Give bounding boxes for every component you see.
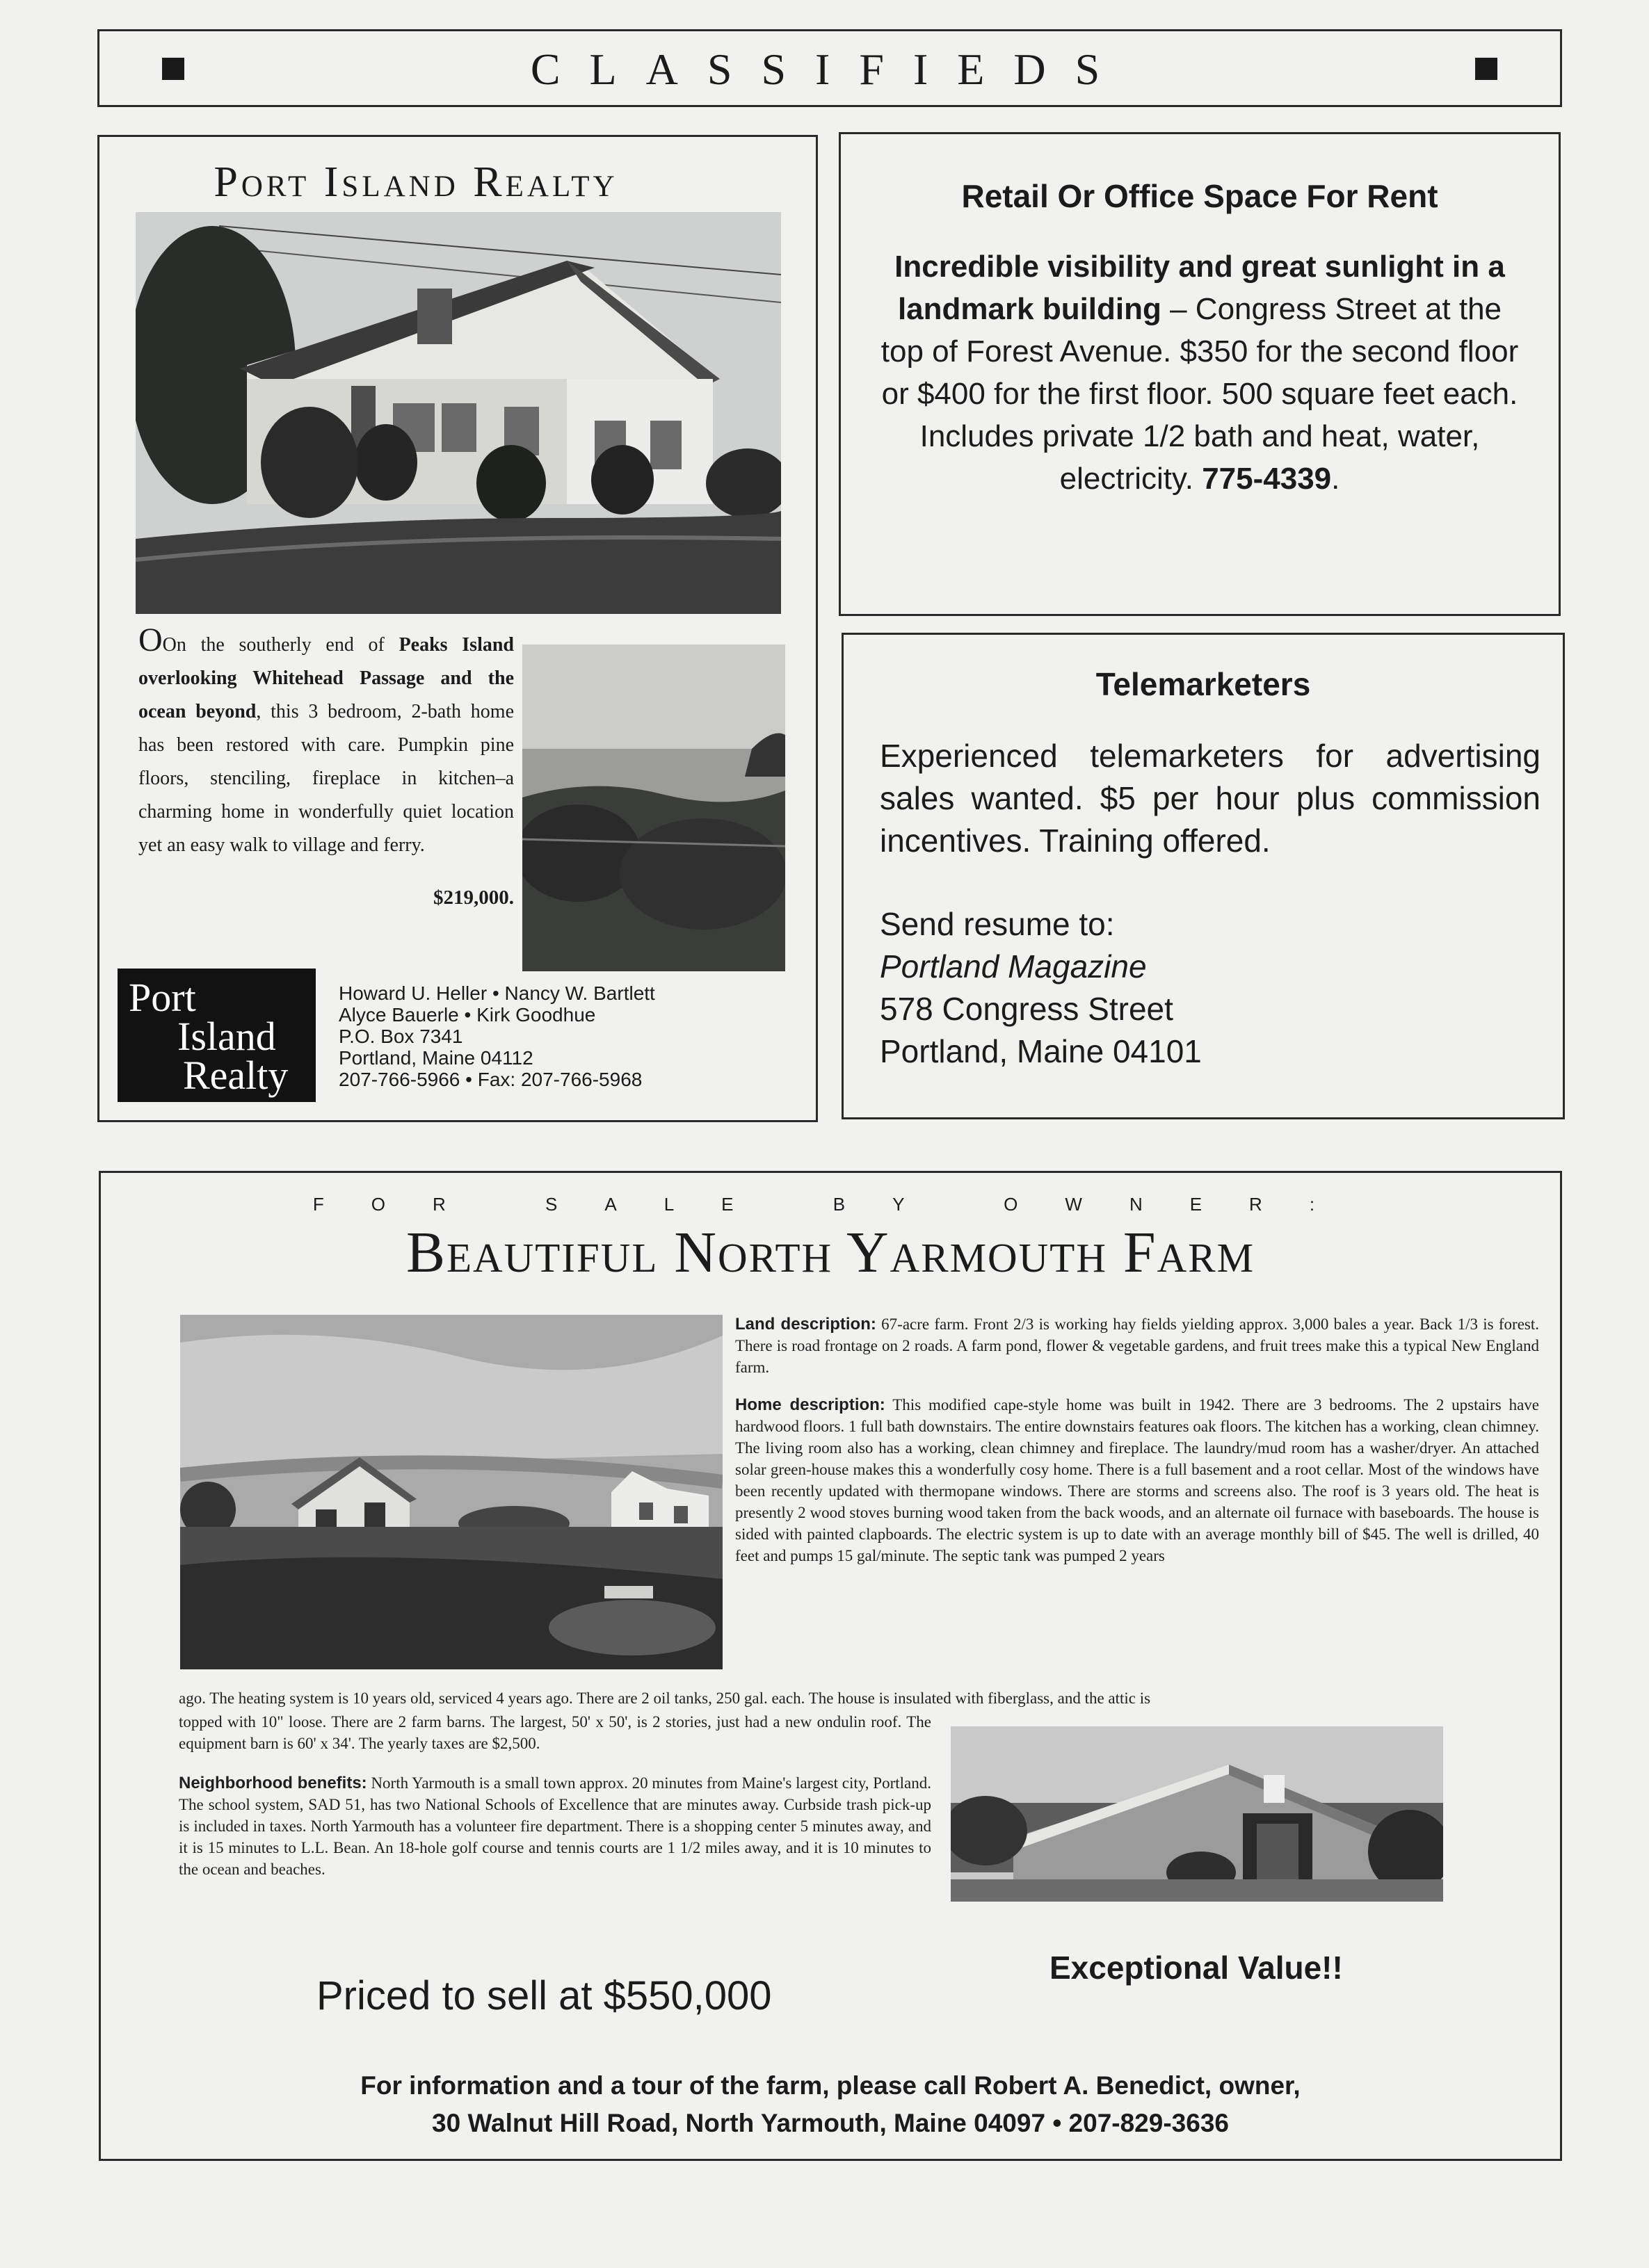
home-text-a: This modified cape-style home was built in 1942. There are 3 bedrooms. The 2 upstairs have hardwood floors. 1 full bath downstairs. The entire downstairs features oak floors. The kitchen has a working, clean chimney. The living room also has a working, clean chimney and fireplace. The laundry/mud room has a washer/dryer. An attached solar green-house makes this a wonderfully cosy home. There is a full basement and a root cellar. Most of the windows have been recently updated with thermopane windows. There are storms and screens also. The roof is 3 years old. The heat is presently 2 wood stoves burning wood taken from the back woods, and an alternate oil furnace with baseboards. The house is sided with painted clapboards. The electric system is up to date with an average monthly bill of $45. The well is drilled, 40 feet and pumps 15 gal/minute. The septic tank was pumped 2 years — [735, 1396, 1540, 1564]
description-highlight: Peaks Island overlooking Whitehead Passage and the ocean beyond — [138, 634, 514, 722]
telemarketers-ad — [842, 633, 1565, 1119]
description-part-3: , this 3 bedroom, 2-bath home has been restored with care. Pumpkin pine floors, stenciling, fireplace in kitchen–a charming home in wonderfully quiet location yet an easy walk to village and ferry. — [138, 701, 514, 856]
listing-price: $219,000. — [433, 886, 514, 909]
exceptional-value: Exceptional Value!! — [1049, 1950, 1343, 1986]
retail-headline: Incredible visibility and great sunlight in a landmark building — [894, 250, 1505, 326]
land-text: 67-acre farm. Front 2/3 is working hay fields yielding approx. 3,000 bales a year. Back 1/3 is forest. There is road frontage on 2 roads. A farm pond, flower & vegetable gardens, and fruit trees make this a typical New England farm. — [735, 1315, 1539, 1376]
contact-line: Howard U. Heller • Nancy W. Bartlett — [339, 982, 655, 1004]
contact-line: Alyce Bauerle • Kirk Goodhue — [339, 1004, 596, 1026]
logo-line-2: Island — [177, 1014, 276, 1059]
port-island-realty-ad — [97, 135, 818, 1122]
street-address: 578 Congress Street — [880, 991, 1173, 1027]
agent-contacts — [339, 982, 728, 1090]
retail-body — [876, 245, 1524, 500]
contact-line-2: 30 Walnut Hill Road, North Yarmouth, Maine 04097 • 207-829-3636 — [432, 2109, 1229, 2137]
city-address: Portland, Maine 04101 — [880, 1033, 1202, 1069]
for-sale-by-owner: FOR SALE BY OWNER: — [312, 1194, 1362, 1215]
magazine-name: Portland Magazine — [880, 948, 1147, 985]
drop-cap: O — [138, 622, 163, 658]
resume-address — [880, 903, 1202, 1073]
home-description — [735, 1394, 1539, 1566]
telemarketers-body: Experienced telemarketers for advertising sales wanted. $5 per hour plus commission incentives. Training offered. — [880, 738, 1541, 859]
port-island-realty-logo — [118, 969, 316, 1102]
farm-photo — [180, 1315, 723, 1669]
barn-photo — [951, 1726, 1443, 1902]
ad-title: Port Island Realty — [214, 159, 618, 206]
neighborhood-label: Neighborhood benefits: — [179, 1774, 367, 1792]
land-description — [735, 1313, 1539, 1378]
farm-price: Priced to sell at $550,000 — [316, 1973, 772, 2018]
contact-line: 207-766-5966 • Fax: 207-766-5968 — [339, 1069, 643, 1090]
contact-line: P.O. Box 7341 — [339, 1026, 463, 1047]
home-description-continued: ago. The heating system is 10 years old, serviced 4 years ago. There are 2 oil tanks, 250 gal. each. The house is insulated with fiberglass, and the attic is — [179, 1690, 1151, 1707]
land-label: Land description: — [735, 1315, 876, 1334]
telemarketers-title: Telemarketers — [1095, 666, 1311, 702]
logo-line-1: Port — [129, 975, 196, 1020]
retail-end: . — [1331, 462, 1340, 496]
retail-title: Retail Or Office Space For Rent — [961, 178, 1438, 214]
send-label: Send resume to: — [880, 906, 1115, 942]
retail-description: – Congress Street at the top of Forest Avenue. $350 for the second floor or $400 for the first floor. 500 square feet each. Includes private 1/2 bath and heat, water, electricity. — [880, 292, 1519, 496]
farm-title: Beautiful North Yarmouth Farm — [405, 1220, 1255, 1285]
neighborhood-benefits — [179, 1772, 931, 1880]
contact-line: Portland, Maine 04112 — [339, 1047, 533, 1069]
ocean-view-photo — [522, 645, 785, 971]
home-label: Home description: — [735, 1395, 885, 1414]
farm-for-sale-ad — [99, 1171, 1562, 2161]
home-description-barns: topped with 10" loose. There are 2 farm barns. The largest, 50' x 50', is 2 stories, just had a new ondulin roof. The equipment barn is 60' x 34'. The yearly taxes are $2,500. — [179, 1713, 931, 1752]
classifieds-header — [97, 29, 1562, 107]
neighborhood-text: North Yarmouth is a small town approx. 20 minutes from Maine's largest city, Portland. The school system, SAD 51, has two National Schools of Excellence that are minutes away. Curbside trash pick-up is included in taxes. North Yarmouth has a volunteer fire department. There is a shopping center 5 minutes away, and it is 15 minutes to L.L. Bean. An 18-hole golf course and tennis courts are 1 1/2 miles away, and it is 10 minutes to the ocean and beaches. — [179, 1774, 931, 1878]
retail-phone: 775-4339 — [1202, 462, 1332, 496]
logo-line-3: Realty — [183, 1053, 289, 1098]
contact-line-1: For information and a tour of the farm, please call Robert A. Benedict, owner, — [360, 2071, 1301, 2100]
square-bullet-right-icon — [1475, 58, 1497, 80]
header-title: CLASSIFIEDS — [530, 44, 1129, 94]
house-photo — [136, 212, 781, 614]
retail-space-ad — [839, 132, 1561, 616]
listing-description — [138, 624, 514, 862]
farm-contact — [101, 2067, 1560, 2142]
description-part-1: On the southerly end of — [162, 634, 399, 656]
